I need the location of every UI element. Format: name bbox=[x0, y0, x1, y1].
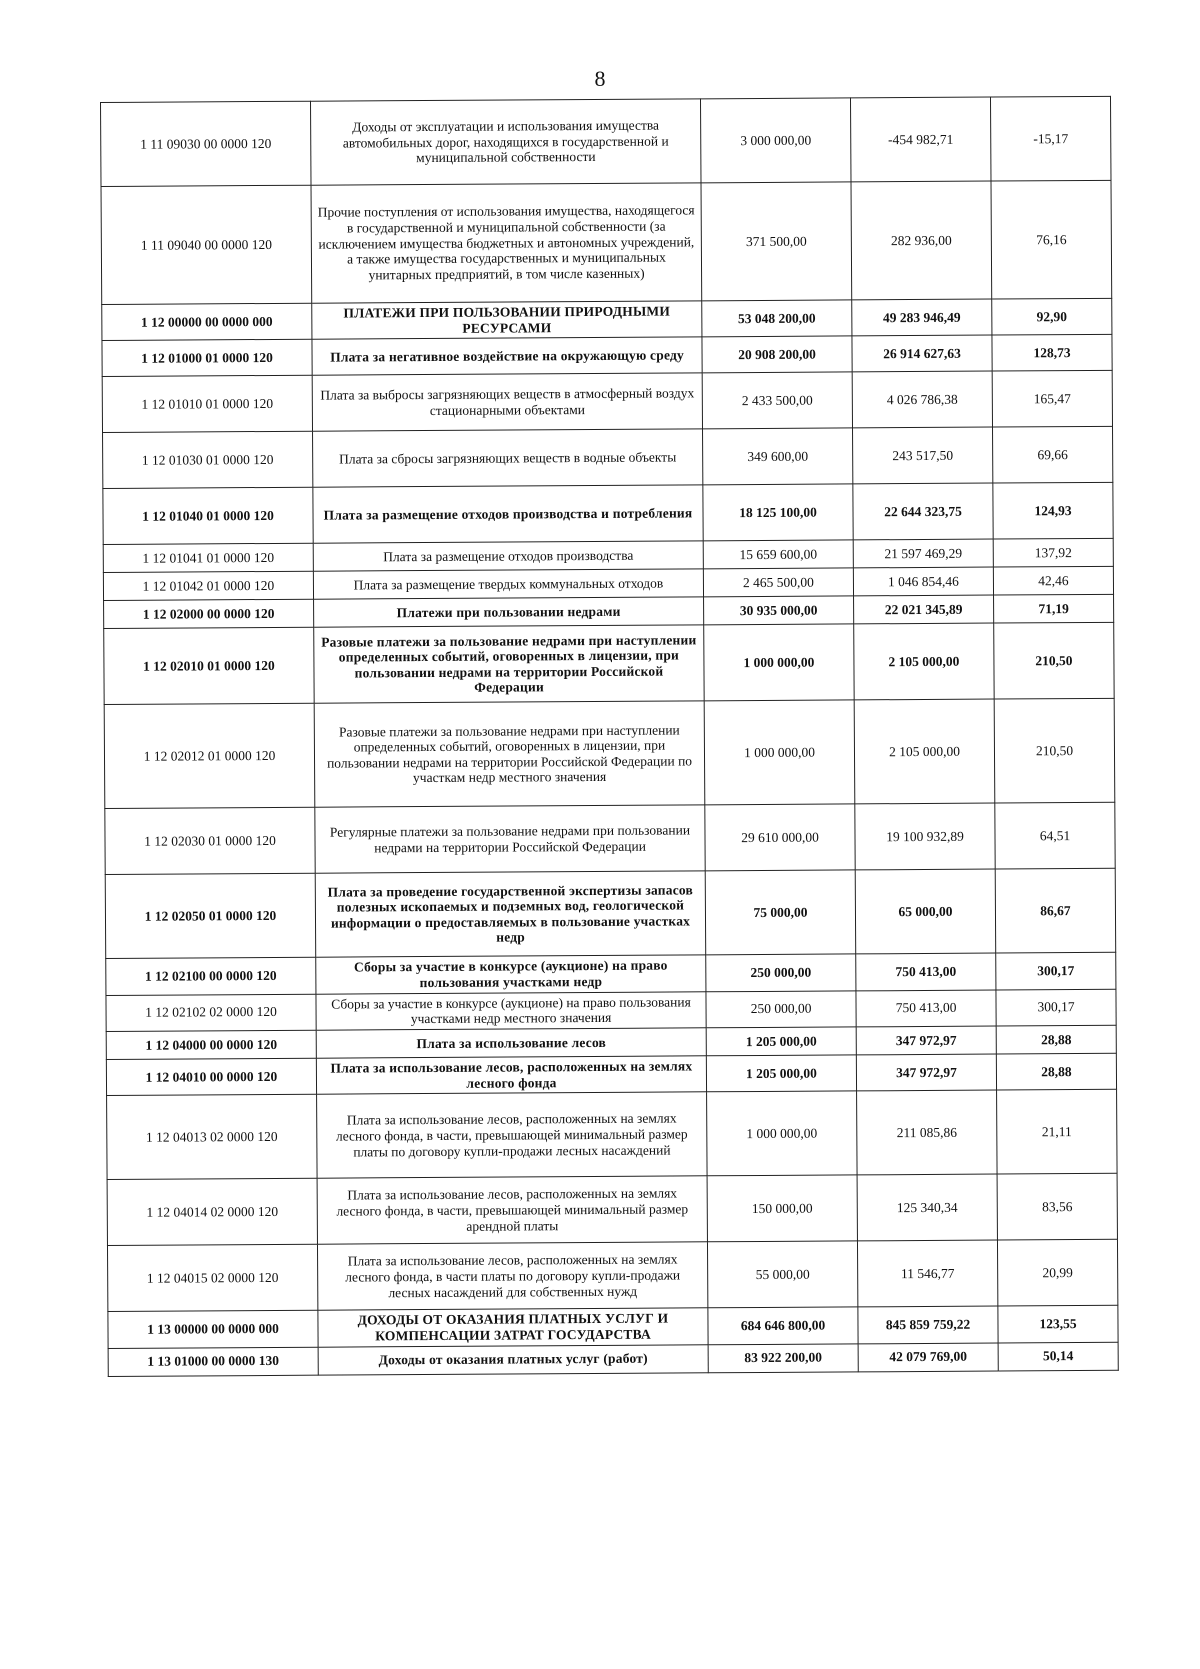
description-cell: Плата за размещение отходов производства bbox=[313, 541, 703, 571]
budget-code-cell: 1 12 02100 00 0000 120 bbox=[106, 958, 316, 996]
table-row bbox=[106, 953, 1116, 995]
percent-cell: 165,47 bbox=[992, 371, 1112, 428]
percent-cell: 123,55 bbox=[998, 1306, 1118, 1343]
plan-amount-cell: 29 610 000,00 bbox=[705, 804, 855, 871]
percent-cell: 210,50 bbox=[994, 699, 1115, 804]
actual-amount-cell: 845 859 759,22 bbox=[858, 1306, 998, 1343]
description-cell: Сборы за участие в конкурсе (аукционе) на право пользования участками недр bbox=[316, 955, 706, 994]
budget-code-cell: 1 12 01010 01 0000 120 bbox=[102, 376, 312, 433]
plan-amount-cell: 30 935 000,00 bbox=[704, 596, 854, 625]
percent-cell: 128,73 bbox=[992, 335, 1112, 372]
percent-cell: 42,46 bbox=[993, 567, 1113, 596]
table-row bbox=[104, 699, 1115, 809]
table-row bbox=[103, 483, 1113, 545]
budget-code-cell: 1 11 09040 00 0000 120 bbox=[101, 185, 312, 304]
actual-amount-cell: 282 936,00 bbox=[851, 181, 992, 300]
description-cell: Разовые платежи за пользование недрами при наступлении определенных событий, оговоренных в лицензии, при пользовании недрами на территории Российской Федерации по участкам недр местного значения bbox=[314, 701, 705, 807]
actual-amount-cell: 1 046 854,46 bbox=[853, 567, 993, 596]
table-row bbox=[102, 371, 1112, 433]
plan-amount-cell: 15 659 600,00 bbox=[703, 540, 853, 569]
actual-amount-cell: 11 546,77 bbox=[857, 1240, 997, 1307]
plan-amount-cell: 1 000 000,00 bbox=[704, 624, 854, 701]
budget-code-cell: 1 13 00000 00 0000 000 bbox=[108, 1310, 318, 1348]
plan-amount-cell: 1 000 000,00 bbox=[707, 1091, 858, 1176]
description-cell: Плата за размещение твердых коммунальных отходов bbox=[313, 569, 703, 599]
budget-code-cell: 1 12 02050 01 0000 120 bbox=[105, 874, 316, 959]
plan-amount-cell: 150 000,00 bbox=[707, 1175, 857, 1242]
percent-cell: -15,17 bbox=[990, 96, 1111, 181]
budget-code-cell: 1 12 04013 02 0000 120 bbox=[107, 1094, 318, 1179]
description-cell: Доходы от оказания платных услуг (работ) bbox=[318, 1344, 708, 1374]
budget-code-cell: 1 12 02030 01 0000 120 bbox=[105, 808, 315, 875]
plan-amount-cell: 1 205 000,00 bbox=[706, 1027, 856, 1056]
table-row bbox=[102, 298, 1112, 340]
budget-code-cell: 1 12 01030 01 0000 120 bbox=[103, 432, 313, 489]
budget-code-cell: 1 11 09030 00 0000 120 bbox=[101, 101, 312, 186]
actual-amount-cell: 19 100 932,89 bbox=[855, 803, 995, 870]
table-row bbox=[102, 335, 1112, 377]
description-cell: ПЛАТЕЖИ ПРИ ПОЛЬЗОВАНИИ ПРИРОДНЫМИ РЕСУРСАМИ bbox=[312, 301, 702, 340]
budget-code-cell: 1 12 02000 00 0000 120 bbox=[104, 600, 314, 629]
description-cell: Плата за использование лесов, расположенных на землях лесного фонда, в части платы по договору купли-продажи лесных насаждений для собственных нужд bbox=[317, 1242, 707, 1310]
table-row bbox=[107, 1090, 1117, 1180]
description-cell: Плата за выбросы загрязняющих веществ в атмосферный воздух стационарными объектами bbox=[312, 373, 702, 431]
actual-amount-cell: 22 644 323,75 bbox=[853, 483, 993, 540]
description-cell: Платежи при пользовании недрами bbox=[314, 597, 704, 627]
description-cell: Плата за использование лесов, расположенных на землях лесного фонда, в части, превышающей минимальный размер платы по договору купли-продажи лесных насаждений bbox=[317, 1092, 708, 1178]
actual-amount-cell: 750 413,00 bbox=[856, 953, 996, 990]
table-row bbox=[101, 96, 1111, 186]
description-cell: Плата за использование лесов, расположенных на землях лесного фонда bbox=[316, 1056, 706, 1095]
budget-code-cell: 1 12 04015 02 0000 120 bbox=[107, 1244, 317, 1311]
description-cell: Сборы за участие в конкурсе (аукционе) на право пользования участками недр местного значения bbox=[316, 991, 706, 1030]
percent-cell: 210,50 bbox=[994, 623, 1114, 700]
actual-amount-cell: 125 340,34 bbox=[857, 1174, 997, 1241]
description-cell: Плата за проведение государственной экспертизы запасов полезных ископаемых и подземных вод, геологической информации о предоставляемых в пользование участках недр bbox=[315, 871, 706, 957]
percent-cell: 64,51 bbox=[995, 803, 1115, 870]
description-cell: Прочие поступления от использования имущества, находящегося в государственной и муниципальной собственности (за исключением имущества бюджетных и автономных учреждений, а также имущества государственных и муниципальных унитарных предприятий, в том числе казенных) bbox=[311, 183, 702, 303]
actual-amount-cell: 2 105 000,00 bbox=[854, 699, 995, 804]
plan-amount-cell: 250 000,00 bbox=[706, 954, 856, 991]
actual-amount-cell: 42 079 769,00 bbox=[858, 1343, 998, 1372]
table-row bbox=[107, 1240, 1117, 1312]
percent-cell: 71,19 bbox=[994, 595, 1114, 624]
table-row bbox=[101, 180, 1112, 304]
budget-code-cell: 1 13 01000 00 0000 130 bbox=[108, 1347, 318, 1376]
percent-cell: 28,88 bbox=[996, 1025, 1116, 1054]
table-row bbox=[108, 1342, 1118, 1376]
percent-cell: 69,66 bbox=[993, 427, 1113, 484]
plan-amount-cell: 2 465 500,00 bbox=[703, 568, 853, 597]
actual-amount-cell: 243 517,50 bbox=[853, 427, 993, 484]
budget-code-cell: 1 12 01041 01 0000 120 bbox=[103, 544, 313, 573]
percent-cell: 86,67 bbox=[995, 869, 1116, 954]
percent-cell: 137,92 bbox=[993, 539, 1113, 568]
plan-amount-cell: 83 922 200,00 bbox=[708, 1343, 858, 1372]
table-row bbox=[106, 989, 1116, 1031]
description-cell: Регулярные платежи за пользование недрами при пользовании недрами на территории Российской Федерации bbox=[315, 805, 705, 873]
percent-cell: 92,90 bbox=[992, 298, 1112, 335]
percent-cell: 300,17 bbox=[996, 953, 1116, 990]
plan-amount-cell: 18 125 100,00 bbox=[703, 484, 853, 541]
plan-amount-cell: 2 433 500,00 bbox=[702, 372, 852, 429]
percent-cell: 20,99 bbox=[997, 1240, 1117, 1307]
actual-amount-cell: -454 982,71 bbox=[850, 97, 991, 182]
actual-amount-cell: 750 413,00 bbox=[856, 990, 996, 1027]
actual-amount-cell: 347 972,97 bbox=[856, 1026, 996, 1055]
page-number: 8 bbox=[594, 66, 606, 91]
actual-amount-cell: 65 000,00 bbox=[855, 869, 996, 954]
budget-code-cell: 1 12 01040 01 0000 120 bbox=[103, 488, 313, 545]
description-cell: Доходы от эксплуатации и использования имущества автомобильных дорог, находящихся в государственной и муниципальной собственности bbox=[310, 99, 701, 185]
percent-cell: 124,93 bbox=[993, 483, 1113, 540]
budget-code-cell: 1 12 00000 00 0000 000 bbox=[102, 303, 312, 341]
percent-cell: 21,11 bbox=[997, 1090, 1118, 1175]
budget-code-cell: 1 12 02102 02 0000 120 bbox=[106, 994, 316, 1032]
actual-amount-cell: 211 085,86 bbox=[857, 1090, 998, 1175]
plan-amount-cell: 349 600,00 bbox=[703, 428, 853, 485]
plan-amount-cell: 250 000,00 bbox=[706, 991, 856, 1028]
description-cell: Плата за размещение отходов производства и потребления bbox=[313, 485, 703, 543]
budget-code-cell: 1 12 04014 02 0000 120 bbox=[107, 1178, 317, 1245]
budget-code-cell: 1 12 01042 01 0000 120 bbox=[103, 572, 313, 601]
plan-amount-cell: 684 646 800,00 bbox=[708, 1307, 858, 1344]
budget-code-cell: 1 12 04000 00 0000 120 bbox=[106, 1030, 316, 1059]
description-cell: ДОХОДЫ ОТ ОКАЗАНИЯ ПЛАТНЫХ УСЛУГ И КОМПЕНСАЦИИ ЗАТРАТ ГОСУДАРСТВА bbox=[318, 1308, 708, 1347]
plan-amount-cell: 1 000 000,00 bbox=[704, 700, 855, 805]
table-row bbox=[108, 1306, 1118, 1348]
budget-code-cell: 1 12 02010 01 0000 120 bbox=[104, 628, 314, 705]
plan-amount-cell: 75 000,00 bbox=[705, 870, 856, 955]
description-cell: Плата за использование лесов, расположенных на землях лесного фонда, в части, превышающей минимальный размер арендной платы bbox=[317, 1176, 707, 1244]
actual-amount-cell: 4 026 786,38 bbox=[852, 371, 992, 428]
percent-cell: 300,17 bbox=[996, 989, 1116, 1026]
table-row bbox=[106, 1053, 1116, 1095]
percent-cell: 83,56 bbox=[997, 1174, 1117, 1241]
actual-amount-cell: 347 972,97 bbox=[856, 1054, 996, 1091]
percent-cell: 50,14 bbox=[998, 1342, 1118, 1371]
plan-amount-cell: 1 205 000,00 bbox=[706, 1055, 856, 1092]
plan-amount-cell: 371 500,00 bbox=[701, 182, 852, 301]
table-row bbox=[107, 1174, 1117, 1246]
table-row bbox=[103, 427, 1113, 489]
budget-code-cell: 1 12 04010 00 0000 120 bbox=[106, 1058, 316, 1096]
description-cell: Разовые платежи за пользование недрами при наступлении определенных событий, оговоренных в лицензии, при пользовании недрами на территории Российской Федерации bbox=[314, 625, 704, 703]
table-row bbox=[105, 803, 1115, 875]
actual-amount-cell: 2 105 000,00 bbox=[854, 623, 994, 700]
plan-amount-cell: 55 000,00 bbox=[707, 1241, 857, 1308]
actual-amount-cell: 26 914 627,63 bbox=[852, 335, 992, 372]
table-row bbox=[105, 869, 1115, 959]
actual-amount-cell: 22 021 345,89 bbox=[854, 595, 994, 624]
plan-amount-cell: 53 048 200,00 bbox=[702, 300, 852, 337]
actual-amount-cell: 49 283 946,49 bbox=[852, 299, 992, 336]
percent-cell: 76,16 bbox=[991, 180, 1112, 299]
percent-cell: 28,88 bbox=[996, 1053, 1116, 1090]
description-cell: Плата за негативное воздействие на окружающую среду bbox=[312, 337, 702, 375]
actual-amount-cell: 21 597 469,29 bbox=[853, 539, 993, 568]
plan-amount-cell: 3 000 000,00 bbox=[700, 98, 851, 183]
budget-table-body bbox=[101, 96, 1119, 1376]
table-row bbox=[104, 623, 1114, 705]
description-cell: Плата за сбросы загрязняющих веществ в водные объекты bbox=[313, 429, 703, 487]
budget-code-cell: 1 12 02012 01 0000 120 bbox=[104, 704, 315, 809]
budget-revenue-table bbox=[100, 96, 1119, 1377]
budget-code-cell: 1 12 01000 01 0000 120 bbox=[102, 340, 312, 377]
description-cell: Плата за использование лесов bbox=[316, 1028, 706, 1058]
plan-amount-cell: 20 908 200,00 bbox=[702, 336, 852, 373]
